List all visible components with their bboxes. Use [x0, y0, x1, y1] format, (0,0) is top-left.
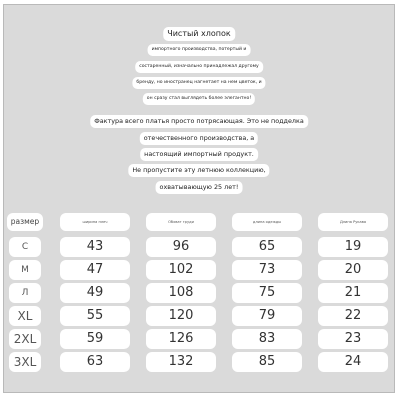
promo-line: охватывающую 25 лет! [156, 181, 243, 194]
value-cell: 102 [146, 260, 216, 280]
size-label: XL [9, 306, 41, 326]
column-header-length: длина одежды [232, 213, 302, 231]
promo-line: настоящий импортный продукт. [140, 148, 258, 161]
value-cell: 126 [146, 329, 216, 349]
value-cell: 85 [232, 352, 302, 372]
value-cell: 73 [232, 260, 302, 280]
value-cell: 19 [318, 237, 388, 257]
value-cell: 79 [232, 306, 302, 326]
column-header-shoulder: ширина плеч [60, 213, 130, 231]
value-cell: 120 [146, 306, 216, 326]
size-label: Л [9, 283, 41, 303]
value-cell: 63 [60, 352, 130, 372]
value-cell: 65 [232, 237, 302, 257]
size-chart-card [3, 4, 395, 393]
size-label: М [9, 260, 41, 280]
value-cell: 55 [60, 306, 130, 326]
value-cell: 22 [318, 306, 388, 326]
value-cell: 24 [318, 352, 388, 372]
value-cell: 47 [60, 260, 130, 280]
value-cell: 75 [232, 283, 302, 303]
intro-line: бренду, но иностранец нагнетает на нем цветок, и [132, 77, 265, 89]
value-cell: 108 [146, 283, 216, 303]
promo-line: Не пропустите эту летнюю коллекцию, [128, 164, 269, 177]
column-header-sleeve: Длина Рукава [318, 213, 388, 231]
value-cell: 59 [60, 329, 130, 349]
size-label: 2XL [9, 329, 41, 349]
size-header: размер [7, 213, 43, 231]
promo-line: отечественного производства, а [140, 132, 258, 145]
value-cell: 21 [318, 283, 388, 303]
size-label: С [9, 237, 41, 257]
value-cell: 83 [232, 329, 302, 349]
promo-line: Фактура всего платья просто потрясающая. Это не подделка [90, 115, 308, 128]
value-cell: 20 [318, 260, 388, 280]
intro-line: импортного производства, потертый и [148, 44, 251, 56]
intro-line: состаренный, изначально принадлежал другому [135, 61, 263, 73]
value-cell: 23 [318, 329, 388, 349]
size-label: 3XL [9, 352, 41, 372]
title-pill: Чистый хлопок [163, 27, 235, 41]
value-cell: 132 [146, 352, 216, 372]
value-cell: 96 [146, 237, 216, 257]
value-cell: 49 [60, 283, 130, 303]
intro-line: он сразу стал выглядеть более элегантно! [143, 93, 255, 105]
value-cell: 43 [60, 237, 130, 257]
column-header-chest: Обхват груди [146, 213, 216, 231]
